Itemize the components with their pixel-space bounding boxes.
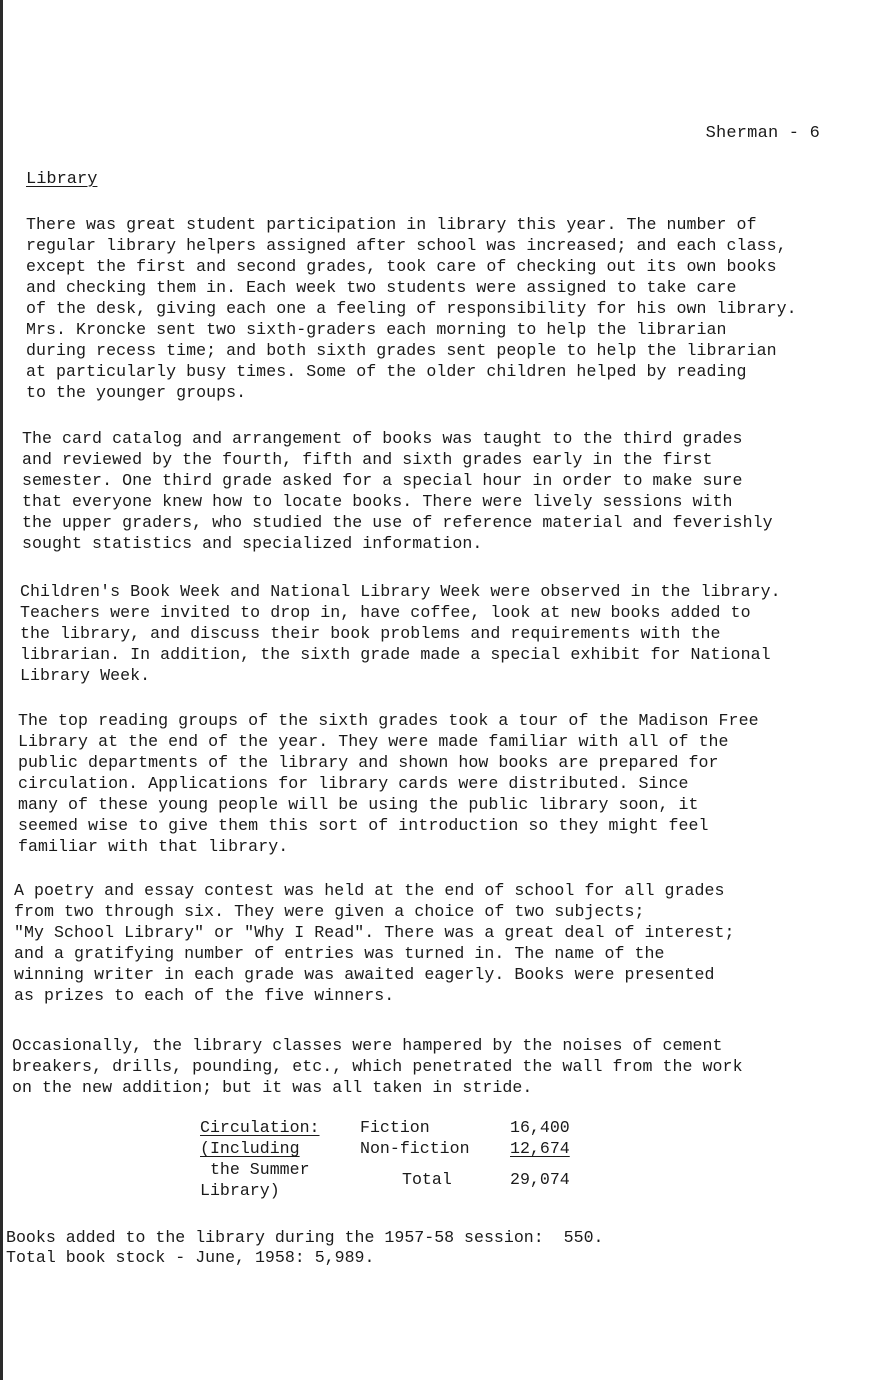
circulation-value: 16,400 <box>510 1118 570 1137</box>
circulation-value: 12,674 <box>510 1139 570 1158</box>
circulation-category: Non-fiction <box>360 1139 470 1158</box>
page-edge <box>0 0 3 1380</box>
paragraph-text: The top reading groups of the sixth grades took a tour of the Madison Free Library at the end of the year. They were made familiar with all of the public departments of the library and shown how books are prepared for circulation. Applications for library cards were distributed. Since many of these young people will be using the public library soon, it seemed wise to give them this sort of introduction so they might feel familiar with that library. <box>18 711 759 856</box>
paragraph-text: There was great student participation in library this year. The number of regular library helpers assigned after school was increased; and each class, except the first and second grades, took care of checking out its own books and checking them in. Each week two students were assigned to take care of the desk, giving each one a feeling of responsibility for his own library. Mrs. Kroncke sent two sixth-graders each morning to help the librarian during recess time; and both sixth grades sent people to help the librarian at particularly busy times. Some of the older children helped by reading to the younger groups. <box>26 215 797 402</box>
page-number-header: Sherman - 6 <box>705 124 820 143</box>
paragraph-library-tour <box>18 710 838 857</box>
books-added-label: Books added to the library during the 1957-58 session: <box>6 1228 544 1247</box>
circulation-category: Total <box>402 1170 452 1189</box>
circulation-label-line: (Including <box>200 1139 300 1158</box>
circulation-categories <box>360 1117 500 1190</box>
paragraph-construction-noise <box>12 1035 832 1098</box>
circulation-category: Fiction <box>360 1118 430 1137</box>
total-stock-value: 5,989. <box>314 1248 375 1267</box>
paragraph-poetry-contest <box>14 880 834 1006</box>
circulation-label-line: Circulation: <box>200 1118 320 1137</box>
paragraph-text: Children's Book Week and National Library Week were observed in the library. Teachers were invited to drop in, have coffee, look at new books added to the library, and discuss their book problems and requirements with the librarian. In addition, the sixth grade made a special exhibit for National Library Week. <box>20 582 781 685</box>
circulation-label-line: the Summer <box>200 1160 310 1179</box>
paragraph-text: The card catalog and arrangement of books was taught to the third grades and reviewed by the fourth, fifth and sixth grades early in the first semester. One third grade asked for a special hour in order to make sure that everyone knew how to locate books. There were lively sessions with the upper graders, who studied the use of reference material and feverishly sought statistics and specialized information. <box>22 429 773 553</box>
paragraph-card-catalog <box>22 428 842 554</box>
circulation-label-line: Library) <box>200 1181 280 1200</box>
total-stock-line <box>6 1248 604 1268</box>
paragraph-student-participation <box>26 214 846 403</box>
section-title: Library <box>26 170 98 189</box>
circulation-values <box>510 1117 600 1190</box>
books-added-value: 550. <box>563 1228 604 1247</box>
paragraph-text: A poetry and essay contest was held at the end of school for all grades from two through six. They were given a choice of two subjects; "My School Library" or "Why I Read". There was a great deal of interest; and a gratifying number of entries was turned in. The name of the winning writer in each grade was awaited eagerly. Books were presented as prizes to each of the five winners. <box>14 881 735 1005</box>
books-added-line <box>6 1228 604 1248</box>
circulation-label <box>200 1117 350 1201</box>
library-summary <box>6 1228 604 1268</box>
paragraph-text: Occasionally, the library classes were hampered by the noises of cement breakers, drills, pounding, etc., which penetrated the wall from the work on the new addition; but it was all taken in stride. <box>12 1036 743 1097</box>
total-stock-label: Total book stock - June, 1958: <box>6 1248 305 1267</box>
circulation-value: 29,074 <box>510 1170 570 1189</box>
paragraph-book-week <box>20 581 840 686</box>
